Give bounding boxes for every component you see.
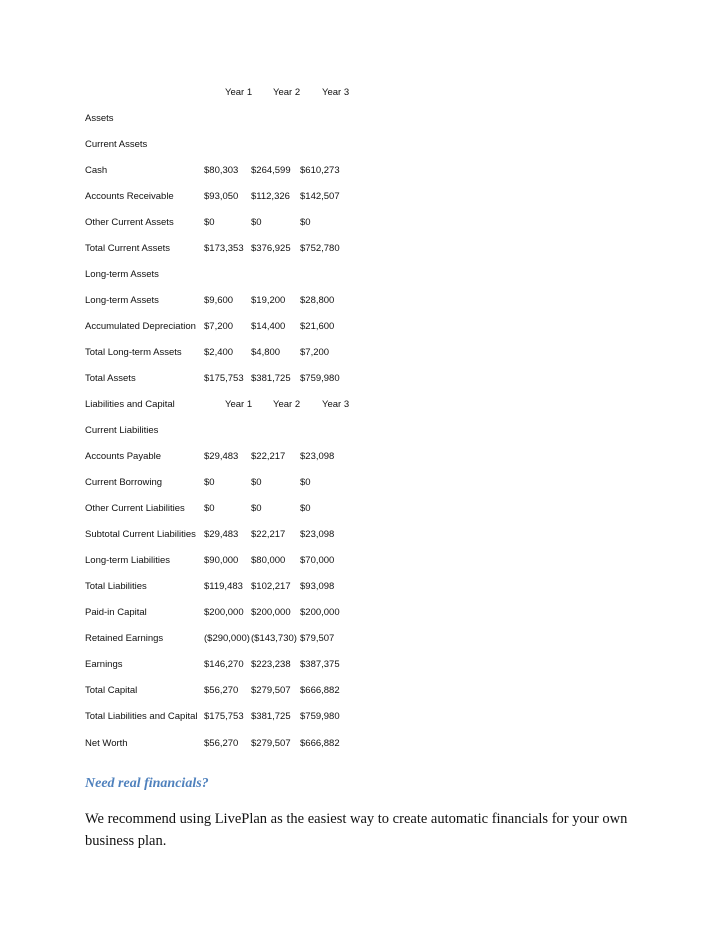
year-3-value: $23,098 <box>300 451 335 462</box>
year-3-value: $0 <box>300 217 311 228</box>
year-3-value: $7,200 <box>300 347 330 358</box>
callout-heading: Need real financials? <box>85 776 209 791</box>
year-3-value: $0 <box>300 477 311 488</box>
year-2-value: $264,599 <box>251 165 291 176</box>
year-2-value: $19,200 <box>251 295 286 306</box>
row-label: Accounts Payable <box>85 451 162 462</box>
year-1-value: $173,353 <box>204 243 244 254</box>
year-1-value: $29,483 <box>204 451 239 462</box>
year-2-header: Year 2 <box>273 87 301 98</box>
year-2-header: Year 2 <box>273 399 301 410</box>
year-1-value: $93,050 <box>204 191 239 202</box>
year-3-value: $610,273 <box>300 165 340 176</box>
year-3-value: $666,882 <box>300 738 340 749</box>
year-1-value: ($290,000) <box>204 633 250 644</box>
year-1-value: $119,483 <box>204 581 243 592</box>
year-3-value: $70,000 <box>300 555 335 566</box>
year-2-value: $4,800 <box>251 347 281 358</box>
row-label: Other Current Liabilities <box>85 503 185 514</box>
row-label: Cash <box>85 165 108 176</box>
row-label: Current Borrowing <box>85 477 163 488</box>
year-3-value: $21,600 <box>300 321 335 332</box>
year-1-value: $7,200 <box>204 321 234 332</box>
year-1-value: $90,000 <box>204 555 239 566</box>
row-label: Total Liabilities and Capital <box>85 711 198 722</box>
year-1-value: $80,303 <box>204 165 239 176</box>
year-3-value: $666,882 <box>300 685 340 696</box>
year-2-value: $14,400 <box>251 321 286 332</box>
year-3-value: $79,507 <box>300 633 335 644</box>
year-2-value: $223,238 <box>251 659 291 670</box>
row-label: Total Current Assets <box>85 243 171 254</box>
row-label: Subtotal Current Liabilities <box>85 529 196 540</box>
row-label: Total Long-term Assets <box>85 347 182 358</box>
year-1-value: $29,483 <box>204 529 239 540</box>
current-assets-title: Current Assets <box>85 139 148 150</box>
year-2-value: $80,000 <box>251 555 286 566</box>
row-label: Total Assets <box>85 373 136 384</box>
year-3-value: $200,000 <box>300 607 340 618</box>
year-2-value: $279,507 <box>251 685 291 696</box>
year-3-value: $23,098 <box>300 529 335 540</box>
year-2-value: $22,217 <box>251 529 286 540</box>
year-2-value: $102,217 <box>251 581 291 592</box>
row-label: Accumulated Depreciation <box>85 321 196 332</box>
year-3-value: $28,800 <box>300 295 335 306</box>
assets-title: Assets <box>85 113 114 124</box>
year-3-value: $752,780 <box>300 243 340 254</box>
year-2-value: $381,725 <box>251 373 291 384</box>
row-label: Other Current Assets <box>85 217 174 228</box>
year-3-header: Year 3 <box>322 87 350 98</box>
row-label: Net Worth <box>85 738 128 749</box>
year-2-value: $381,725 <box>251 711 291 722</box>
row-label: Total Liabilities <box>85 581 147 592</box>
year-3-value: $387,375 <box>300 659 340 670</box>
year-3-value: $759,980 <box>300 711 340 722</box>
liabilities-and-capital-title: Liabilities and Capital <box>85 399 175 410</box>
year-1-header: Year 1 <box>225 87 253 98</box>
year-1-value: $200,000 <box>204 607 244 618</box>
row-label: Total Capital <box>85 685 138 696</box>
row-label: Long-term Assets <box>85 295 159 306</box>
year-1-value: $146,270 <box>204 659 244 670</box>
year-2-value: $376,925 <box>251 243 291 254</box>
year-3-value: $142,507 <box>300 191 340 202</box>
year-2-value: $22,217 <box>251 451 286 462</box>
year-3-header: Year 3 <box>322 399 350 410</box>
year-3-value: $93,098 <box>300 581 335 592</box>
callout-body: We recommend using LivePlan as the easiest way to create automatic financials for your own business plan. <box>85 811 628 849</box>
year-1-value: $175,753 <box>204 711 244 722</box>
year-3-value: $0 <box>300 503 311 514</box>
year-1-value: $0 <box>204 503 215 514</box>
year-3-value: $759,980 <box>300 373 340 384</box>
year-2-value: $0 <box>251 217 262 228</box>
year-1-header: Year 1 <box>225 399 253 410</box>
year-1-value: $56,270 <box>204 685 239 696</box>
year-2-value: $112,326 <box>251 191 290 202</box>
year-1-value: $175,753 <box>204 373 244 384</box>
long-term-assets-title: Long-term Assets <box>85 269 159 280</box>
year-1-value: $2,400 <box>204 347 234 358</box>
year-2-value: $200,000 <box>251 607 291 618</box>
year-2-value: ($143,730) <box>251 633 297 644</box>
row-label: Retained Earnings <box>85 633 164 644</box>
year-1-value: $0 <box>204 217 215 228</box>
row-label: Paid-in Capital <box>85 607 147 618</box>
current-liabilities-title: Current Liabilities <box>85 425 159 436</box>
year-2-value: $0 <box>251 477 262 488</box>
row-label: Long-term Liabilities <box>85 555 171 566</box>
row-label: Earnings <box>85 659 123 670</box>
year-2-value: $0 <box>251 503 262 514</box>
year-1-value: $9,600 <box>204 295 234 306</box>
year-1-value: $56,270 <box>204 738 239 749</box>
row-label: Accounts Receivable <box>85 191 174 202</box>
year-1-value: $0 <box>204 477 215 488</box>
year-2-value: $279,507 <box>251 738 291 749</box>
